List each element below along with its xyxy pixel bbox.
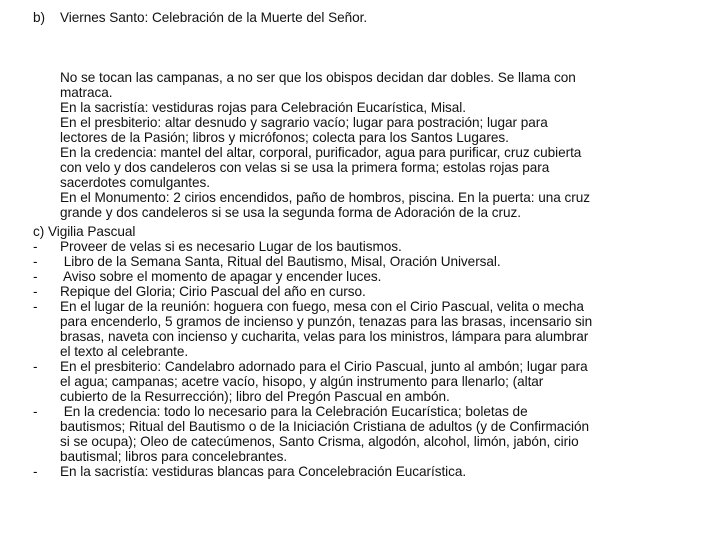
section-c xyxy=(0,224,720,479)
list-dash: - xyxy=(33,404,38,419)
section-b-line: En la credencia: mantel del altar, corporal, purificador, agua para purificar, cruz cubierta xyxy=(60,145,582,160)
list-dash: - xyxy=(33,359,38,374)
list-dash: - xyxy=(33,254,38,269)
list-dash: - xyxy=(33,464,38,479)
section-b-line: En el presbiterio: altar desnudo y sagrario vacío; lugar para postración; lugar para xyxy=(60,115,548,130)
list-item-line: En el presbiterio: Candelabro adornado para el Cirio Pascual, junto al ambón; lugar para xyxy=(60,359,588,374)
section-b-title: Viernes Santo: Celebración de la Muerte del Señor. xyxy=(60,10,368,25)
section-b-line: lectores de la Pasión; libros y micrófonos; colecta para los Santos Lugares. xyxy=(60,130,509,145)
list-item-line: Proveer de velas si es necesario Lugar de los bautismos. xyxy=(60,239,402,254)
list-item xyxy=(0,404,720,464)
list-item xyxy=(0,269,720,284)
list-item xyxy=(0,299,720,359)
list-item xyxy=(0,239,720,254)
list-item-line: En la credencia: todo lo necesario para la Celebración Eucarística; boletas de xyxy=(60,404,528,419)
list-item xyxy=(0,359,720,404)
section-b-label: b) xyxy=(33,10,45,25)
list-item-line: bautismos; Ritual del Bautismo o de la Iniciación Cristiana de adultos (y de Confirmación xyxy=(60,419,589,434)
section-b-heading xyxy=(0,10,720,70)
section-b xyxy=(0,10,720,220)
list-dash: - xyxy=(33,269,38,284)
list-item xyxy=(0,254,720,269)
list-item-line: si se ocupa); Oleo de catecúmenos, Santo Crisma, algodón, alcohol, limón, jabón, cirio xyxy=(60,434,579,449)
list-item xyxy=(0,464,720,479)
list-item-line: bautismal; libros para concelebrantes. xyxy=(60,449,288,464)
list-item-line: para encenderlo, 5 gramos de incienso y punzón, tenazas para las brasas, incensario sin xyxy=(60,314,593,329)
list-item-line: Aviso sobre el momento de apagar y encender luces. xyxy=(60,269,382,284)
list-item-line: el texto al celebrante. xyxy=(60,344,189,359)
list-item-line: el agua; campanas; acetre vacío, hisopo, y algún instrumento para llenarlo; (altar xyxy=(60,374,544,389)
list-item-line: En la sacristía: vestiduras blancas para Concelebración Eucarística. xyxy=(60,464,467,479)
list-item-line: brasas, naveta con incienso y cucharita, velas para los ministros, lámpara para alumbrar xyxy=(60,329,589,344)
section-b-line: No se tocan las campanas, a no ser que los obispos decidan dar dobles. Se llama con xyxy=(60,70,576,85)
list-dash: - xyxy=(33,284,38,299)
section-b-line: matraca. xyxy=(60,85,113,100)
list-dash: - xyxy=(33,299,38,314)
list-item-line: En el lugar de la reunión: hoguera con fuego, mesa con el Cirio Pascual, velita o mecha xyxy=(60,299,584,314)
section-c-title: c) Vigilia Pascual xyxy=(33,224,136,239)
section-b-line: En el Monumento: 2 cirios encendidos, paño de hombros, piscina. En la puerta: una cruz xyxy=(60,190,590,205)
section-b-line: grande y dos candeleros si se usa la segunda forma de Adoración de la cruz. xyxy=(60,205,521,220)
list-dash: - xyxy=(33,239,38,254)
list-item-line: cubierto de la Resurrección); libro del Pregón Pascual en ambón. xyxy=(60,389,450,404)
section-b-line: En la sacristía: vestiduras rojas para Celebración Eucarística, Misal. xyxy=(60,100,466,115)
list-item-line: Repique del Gloria; Cirio Pascual del año en curso. xyxy=(60,284,366,299)
list-item xyxy=(0,284,720,299)
list-item-line: Libro de la Semana Santa, Ritual del Bautismo, Misal, Oración Universal. xyxy=(60,254,501,269)
section-b-line: sacerdotes comulgantes. xyxy=(60,175,210,190)
section-b-line: con velo y dos candeleros con velas si se usa la primera forma; estolas rojas para xyxy=(60,160,550,175)
